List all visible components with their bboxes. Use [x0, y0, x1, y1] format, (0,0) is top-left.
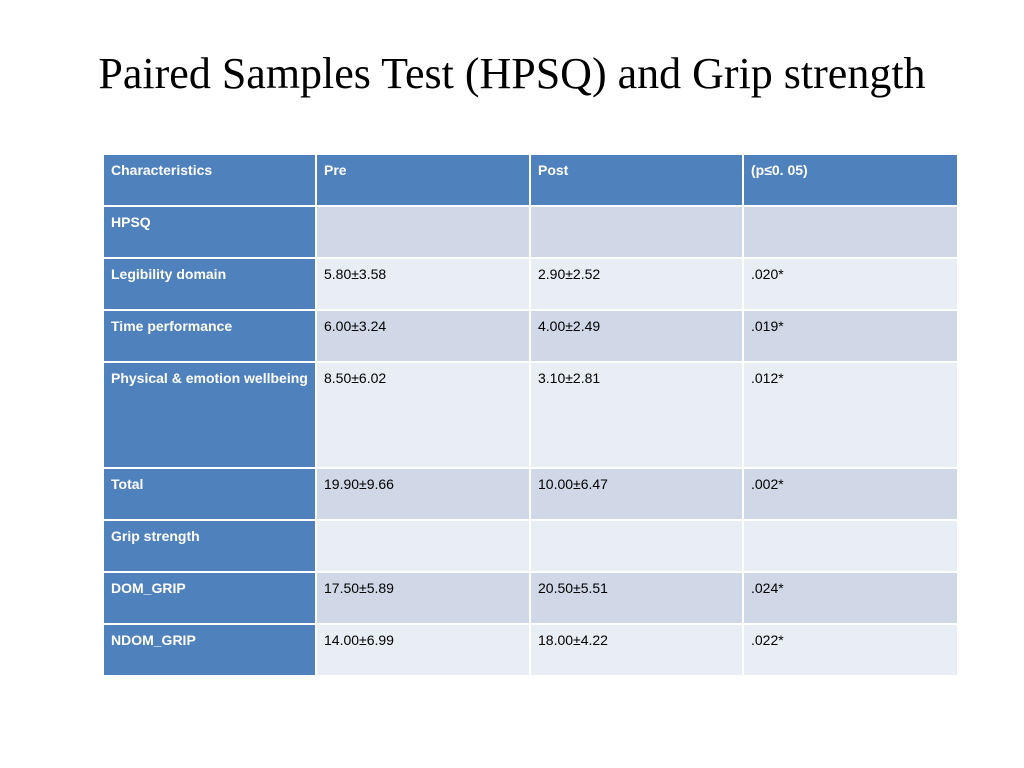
table-row: [103, 572, 958, 624]
table-row: [103, 310, 958, 362]
p-value-cell: .024*: [743, 572, 958, 624]
header-characteristics: Characteristics: [103, 154, 316, 206]
p-value-cell: [743, 206, 958, 258]
row-label: Time performance: [103, 310, 316, 362]
post-cell: 18.00±4.22: [530, 624, 743, 676]
row-label: Total: [103, 468, 316, 520]
pre-cell: [316, 520, 530, 572]
post-cell: [530, 206, 743, 258]
pre-cell: [316, 206, 530, 258]
row-label: Physical & emotion wellbeing: [103, 362, 316, 468]
post-cell: [530, 520, 743, 572]
table-row: [103, 468, 958, 520]
p-value-cell: .022*: [743, 624, 958, 676]
table-row: [103, 362, 958, 468]
table-row: [103, 520, 958, 572]
post-cell: 2.90±2.52: [530, 258, 743, 310]
slide-title: Paired Samples Test (HPSQ) and Grip strength: [98, 49, 926, 98]
header-p-value: (p≤0. 05): [743, 154, 958, 206]
post-cell: 10.00±6.47: [530, 468, 743, 520]
table-header-row: [103, 154, 958, 206]
header-post: Post: [530, 154, 743, 206]
pre-cell: 19.90±9.66: [316, 468, 530, 520]
p-value-cell: .002*: [743, 468, 958, 520]
table-row: [103, 624, 958, 676]
row-label: Grip strength: [103, 520, 316, 572]
pre-cell: 14.00±6.99: [316, 624, 530, 676]
p-value-cell: [743, 520, 958, 572]
row-label: Legibility domain: [103, 258, 316, 310]
p-value-cell: .020*: [743, 258, 958, 310]
post-cell: 20.50±5.51: [530, 572, 743, 624]
pre-cell: 6.00±3.24: [316, 310, 530, 362]
row-label: DOM_GRIP: [103, 572, 316, 624]
table-row: [103, 258, 958, 310]
pre-cell: 17.50±5.89: [316, 572, 530, 624]
row-label: HPSQ: [103, 206, 316, 258]
pre-cell: 5.80±3.58: [316, 258, 530, 310]
post-cell: 4.00±2.49: [530, 310, 743, 362]
pre-cell: 8.50±6.02: [316, 362, 530, 468]
paired-samples-table: [102, 153, 959, 677]
p-value-cell: .012*: [743, 362, 958, 468]
post-cell: 3.10±2.81: [530, 362, 743, 468]
header-pre: Pre: [316, 154, 530, 206]
row-label: NDOM_GRIP: [103, 624, 316, 676]
p-value-cell: .019*: [743, 310, 958, 362]
table-row: [103, 206, 958, 258]
